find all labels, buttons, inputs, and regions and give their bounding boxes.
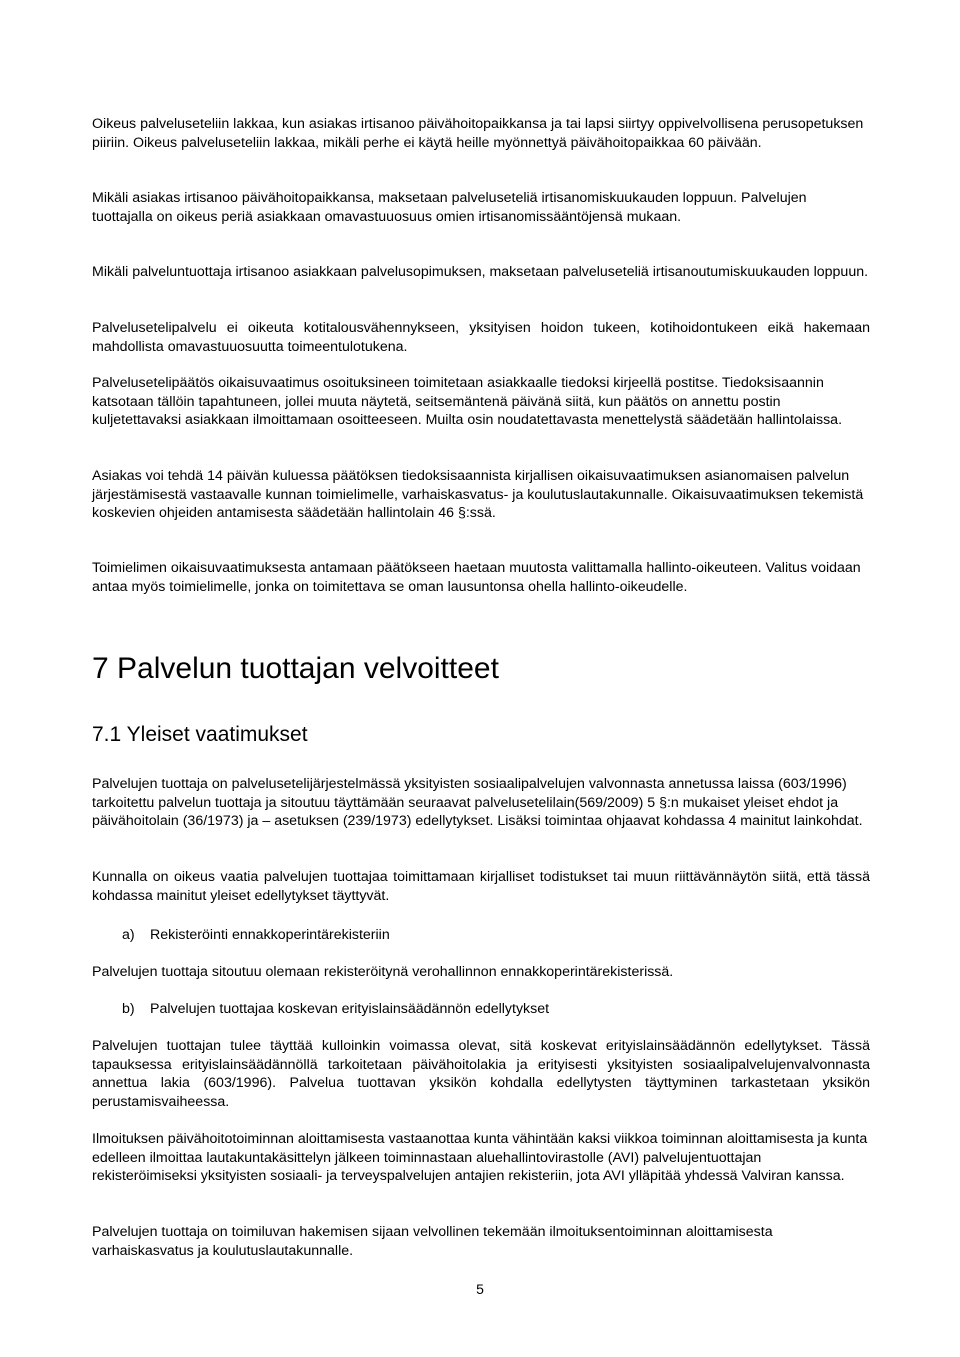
paragraph-registration: Palvelujen tuottaja sitoutuu olemaan rekisteröitynä verohallinnon ennakkoperintärekisterissä.: [92, 964, 674, 980]
paragraph-decision-notice: Palvelusetelipäätös oikaisuvaatimus osoituksineen toimitetaan asiakkaalle tiedoksi kirjeellä postitse. Tiedoksisaannin katsotaan tällöin tapahtuneen, jollei muuta näytetä, seitsemäntenä päivänä siitä, kun päätös on annettu postin kuljetettavaksi asiakkaan ilmoittamaan osoitteeseen. Muilta osin noudatettavasta menettelystä säädetään hallintolaissa.: [92, 375, 843, 429]
section-heading: 7 Palvelun tuottajan velvoitteet: [92, 652, 499, 685]
paragraph-administrative-court: Toimielimen oikaisuvaatimuksesta antamaan päätökseen haetaan muutosta valittamalla hallinto-oikeuteen. Valitus voidaan antaa myös toimielimelle, jonka on toimitettava se oman lausuntonsa ohella hallinto-oikeudelle.: [92, 560, 861, 595]
list-label-a: a): [122, 927, 135, 943]
paragraph-provider-termination: Mikäli palveluntuottaja irtisanoo asiakkaan palvelusopimuksen, maksetaan palveluseteliä irtisanoutumiskuukauden loppuun.: [92, 264, 869, 280]
subsection-heading: 7.1 Yleiset vaatimukset: [92, 723, 308, 746]
paragraph-tax-deduction: Palvelusetelipalvelu ei oikeuta kotitalousvähennykseen, yksityisen hoidon tukeen, kotihoidontukeen eikä hakemaan mahdollista omavastuuosuutta toimeentulotukena.: [92, 320, 870, 355]
paragraph-client-termination: Mikäli asiakas irtisanoo päivähoitopaikkansa, maksetaan palveluseteliä irtisanomiskuukauden loppuun. Palvelujen tuottajalla on oikeus periä asiakkaan omavastuuosuus omien irtisanomissääntöjensä mukaan.: [92, 190, 807, 225]
list-text-a: Rekisteröinti ennakkoperintärekisteriin: [150, 927, 390, 943]
page-number: 5: [476, 1281, 484, 1297]
paragraph-proof: Kunnalla on oikeus vaatia palvelujen tuottajaa toimittamaan kirjalliset todistukset tai muun riittävännäytön siitä, että tässä kohdassa mainitut yleiset edellytykset täyttyvät.: [92, 869, 870, 904]
list-item-a: [122, 926, 390, 945]
list-text-b: Palvelujen tuottajaa koskevan erityislainsäädännön edellytykset: [150, 1001, 550, 1017]
list-item-b: [122, 1000, 549, 1019]
list-label-b: b): [122, 1001, 135, 1017]
paragraph-special-legislation: Palvelujen tuottajan tulee täyttää kulloinkin voimassa olevat, sitä koskevat erityislainsäädännön edellytykset. Tässä tapauksessa erityislainsäädännöllä tarkoitetaan päivähoitolakia ja erityisesti yksityisten sosiaalipalvelujenvalvonnasta annettua lakia (603/1996). Palvelua tuottavan yksikön kohdalla edellytysten täyttyminen tarkastetaan yksikön perustamisvaiheessa.: [92, 1038, 870, 1110]
paragraph-general-requirements: Palvelujen tuottaja on palvelusetelijärjestelmässä yksityisten sosiaalipalvelujen valvonnasta annetussa laissa (603/1996) tarkoitettu palvelun tuottaja ja sitoutuu täyttämään seuraavat palvelusetelilain(569/2009) 5 §:n mukaiset yleiset ehdot ja päivähoitolain (36/1973) ja – asetuksen (239/1973) edellytykset. Lisäksi toimintaa ohjaavat kohdassa 4 mainitut lainkohdat.: [92, 776, 863, 830]
paragraph-termination: Oikeus palveluseteliin lakkaa, kun asiakas irtisanoo päivähoitopaikkansa ja tai lapsi siirtyy oppivelvollisena perusopetuksen piiriin. Oikeus palveluseteliin lakkaa, mikäli perhe ei käytä heille myönnettyä päivähoitopaikkaa 60 päivään.: [92, 116, 864, 151]
paragraph-notification: Ilmoituksen päivähoitotoiminnan aloittamisesta vastaanottaa kunta vähintään kaksi viikkoa toiminnan aloittamisesta ja kunta edelleen ilmoittaa lautakuntakäsittelyn jälkeen toiminnastaan aluehallintovirastolle (AVI) palvelujentuottajan rekisteröimiseksi yksityisten sosiaali- ja terveyspalvelujen antajien rekisteriin, jota AVI ylläpitää yhdessä Valviran kanssa.: [92, 1131, 868, 1185]
paragraph-appeal: Asiakas voi tehdä 14 päivän kuluessa päätöksen tiedoksisaannista kirjallisen oikaisuvaatimuksen asianomaisen palvelun järjestämisestä vastaavalle kunnan toimielimelle, varhaiskasvatus- ja koulutuslautakunnalle. Oikaisuvaatimuksen tekemistä koskevien ohjeiden antamisesta säädetään hallintolain 46 §:ssä.: [92, 468, 864, 522]
paragraph-obligation: Palvelujen tuottaja on toimiluvan hakemisen sijaan velvollinen tekemään ilmoituksentoiminnan aloittamisesta varhaiskasvatus ja koulutuslautakunnalle.: [92, 1224, 773, 1259]
